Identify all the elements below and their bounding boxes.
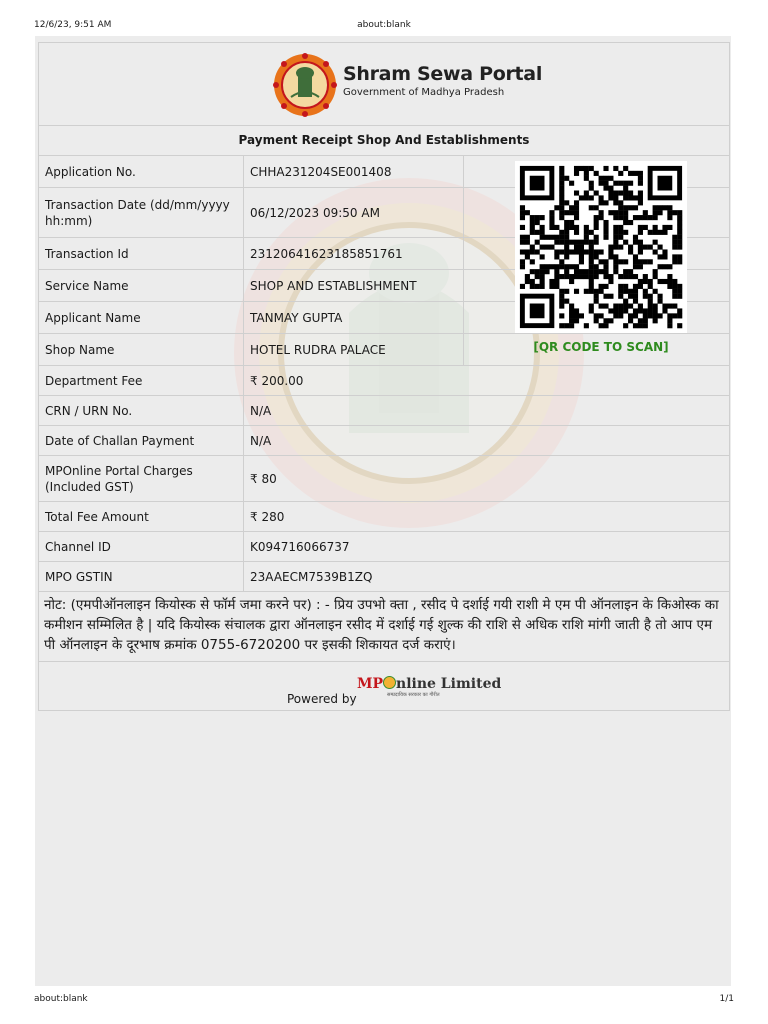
browser-print-header: [0, 0, 768, 34]
row-value: HOTEL RUDRA PALACE: [244, 334, 464, 365]
row-label: Transaction Id: [39, 238, 244, 269]
row-label: Total Fee Amount: [39, 502, 244, 531]
row-label: Shop Name: [39, 334, 244, 365]
print-footer-url: about:blank: [34, 994, 88, 1004]
qr-section: [514, 156, 714, 361]
row-value: N/A: [250, 403, 272, 418]
browser-print-footer: [0, 990, 768, 1020]
row-value: SHOP AND ESTABLISHMENT: [244, 270, 464, 301]
mponline-logo-prefix: MP: [357, 676, 384, 692]
receipt-table: [39, 156, 729, 592]
row-label: Application No.: [39, 156, 244, 187]
powered-by-label: Powered by: [287, 692, 357, 706]
print-page-title: about:blank: [357, 20, 411, 30]
mponline-logo: [357, 676, 501, 698]
row-label: Channel ID: [39, 532, 244, 561]
row-value: ₹ 280: [250, 509, 285, 524]
mponline-logo-name: nline Limited: [396, 676, 502, 692]
table-row: [39, 562, 729, 592]
receipt-page: [35, 36, 731, 986]
row-value: TANMAY GUPTA: [244, 302, 464, 333]
row-value: ₹ 200.00: [250, 373, 304, 388]
portal-subtitle: Government of Madhya Pradesh: [343, 87, 505, 98]
table-row: [39, 366, 729, 396]
table-row: [39, 396, 729, 426]
table-row: [39, 532, 729, 562]
row-label: MPOnline Portal Charges (Included GST): [39, 456, 244, 501]
madhya-pradesh-emblem-icon: [273, 53, 337, 117]
table-row: [39, 502, 729, 532]
row-label: CRN / URN No.: [39, 396, 244, 425]
print-page-count: 1/1: [719, 994, 734, 1004]
row-value: 06/12/2023 09:50 AM: [244, 188, 464, 237]
row-label: Department Fee: [39, 366, 244, 395]
row-label: Service Name: [39, 270, 244, 301]
row-label: Applicant Name: [39, 302, 244, 333]
receipt-title: Payment Receipt Shop And Establishments: [39, 126, 729, 156]
powered-by-section: [39, 662, 729, 710]
hindi-note: नोट: (एमपीऑनलाइन कियोस्क से फॉर्म जमा करने पर) : - प्रिय उपभो क्ता , रसीद पे दर्शाई गयी राशी मे एम पी ऑनलाइन के किओस्क का कमीशन सम्मिलित है | यदि कियोस्क संचालक द्वारा ऑनलाइन रसीद में दर्शाई गई शुल्क की राशि से अधिक राशि मांगी जाती है तो आप एम पी ऑनलाइन के दूरभाष क्रमांक 0755-6720200 पर इसकी शिकायत दर्ज कराएं।: [39, 592, 729, 662]
receipt-container: [38, 42, 730, 711]
print-datetime: 12/6/23, 9:51 AM: [34, 20, 112, 30]
row-value: ₹ 80: [250, 471, 277, 486]
qr-caption: [QR CODE TO SCAN]: [533, 340, 669, 354]
qr-code-icon: [515, 161, 687, 333]
mponline-tagline: सम्प्रदायिक सरकार का गौरीत: [387, 692, 440, 698]
table-row: [39, 456, 729, 502]
globe-icon: [383, 676, 396, 689]
portal-title: Shram Sewa Portal: [343, 63, 543, 85]
row-label: Transaction Date (dd/mm/yyyy hh:mm): [39, 188, 244, 237]
receipt-header: [39, 43, 729, 126]
row-value: 23120641623185851761: [244, 238, 464, 269]
row-value: 23AAECM7539B1ZQ: [250, 569, 373, 584]
row-value: N/A: [250, 433, 272, 448]
table-row: [39, 426, 729, 456]
row-label: Date of Challan Payment: [39, 426, 244, 455]
row-label: MPO GSTIN: [39, 562, 244, 591]
row-value: CHHA231204SE001408: [244, 156, 464, 187]
row-value: K094716066737: [250, 539, 350, 554]
